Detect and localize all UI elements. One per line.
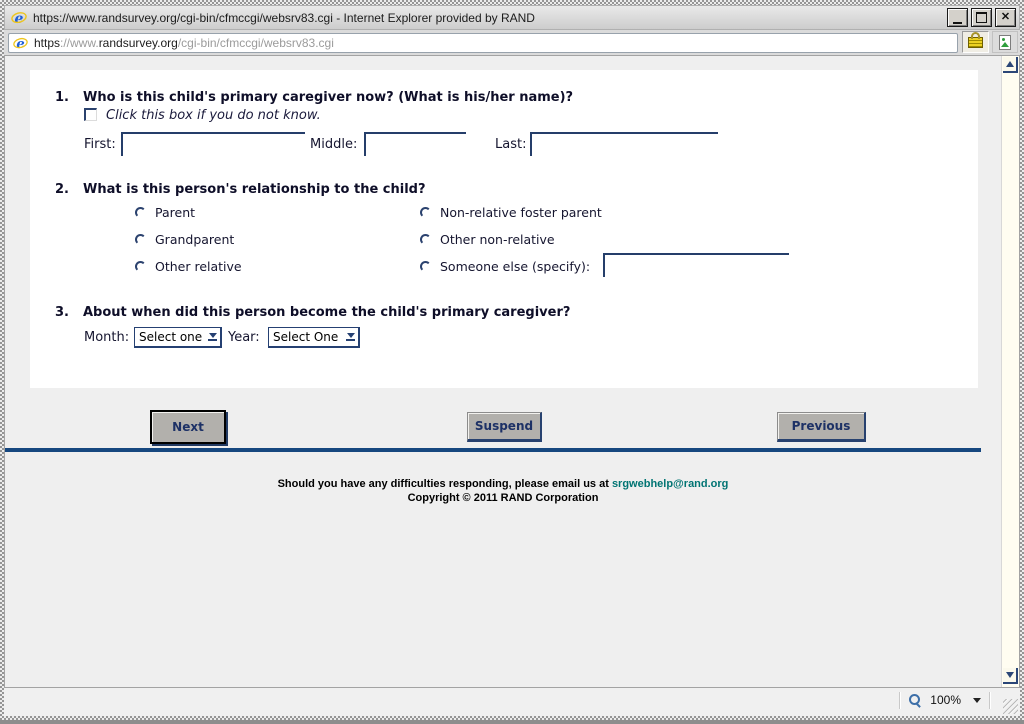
footer-copyright: Copyright © 2011 RAND Corporation [407,492,599,504]
address-input[interactable] [8,33,958,53]
scroll-up-button[interactable] [1003,57,1018,73]
suspend-button-label: Suspend [474,419,534,433]
page-content [4,55,1020,688]
help-email-link[interactable]: srgwebhelp@rand.org [611,478,729,490]
middle-name-label: Middle: [310,137,358,152]
radio-label: Non-relative foster parent [440,205,602,220]
year-select-value: Select One [273,330,339,344]
radio-option-parent[interactable] [135,205,195,220]
question-3-text: About when did this person become the child's primary caregiver? [83,305,571,320]
minimize-icon [953,22,962,24]
page-icon [999,35,1011,50]
lock-icon [968,37,983,48]
radio-icon [135,207,146,218]
radio-option-grandparent[interactable] [135,232,234,247]
footer-help-line [5,478,1001,490]
question-2-number: 2. [55,182,69,197]
year-label: Year: [228,330,260,345]
radio-icon [135,261,146,272]
window-bottom-edge [0,720,1024,724]
last-name-input[interactable] [530,132,718,156]
radio-option-nonrelative-foster-parent[interactable] [420,205,602,220]
security-lock-button[interactable] [962,31,989,53]
question-3-number: 3. [55,305,69,320]
radio-label: Other relative [155,259,242,274]
window-controls [947,8,1016,27]
radio-option-other-nonrelative[interactable] [420,232,555,247]
svg-text:e: e [14,10,24,26]
radio-icon [420,207,431,218]
close-icon: ✕ [1000,11,1011,23]
radio-icon [420,261,431,272]
radio-label: Someone else (specify): [440,259,591,274]
page-status-button[interactable] [992,31,1018,53]
url-separator: ://www. [60,36,99,50]
maximize-button[interactable] [971,8,992,27]
ie-logo-icon [11,10,27,26]
suspend-button[interactable] [467,412,542,442]
first-name-input[interactable] [121,132,305,156]
question-1-number: 1. [55,90,69,105]
zoom-control[interactable] [899,688,990,712]
radio-label: Grandparent [155,232,235,247]
month-select-value: Select one [139,330,203,344]
question-3 [55,305,570,320]
url-path: /cgi-bin/cfmccgi/websrv83.cgi [177,36,334,50]
url-domain: randsurvey.org [98,36,178,50]
question-1 [55,90,573,105]
question-2-text: What is this person's relationship to the child? [83,182,426,197]
magnifier-icon [908,693,922,707]
window-title: https://www.randsurvey.org/cgi-bin/cfmccgi/websrv83.cgi - Internet Explorer provided by RAND [33,10,535,25]
radio-label: Parent [155,205,196,220]
month-label: Month: [84,330,130,345]
next-button[interactable] [150,410,226,444]
unknown-checkbox-row [84,108,321,123]
chevron-down-icon [208,333,217,341]
close-button[interactable] [995,8,1016,27]
first-name-label: First: [84,137,116,152]
month-select[interactable] [134,327,222,348]
address-bar [4,30,1020,55]
status-bar [4,688,1020,716]
vertical-scrollbar[interactable] [1001,56,1019,687]
arrow-up-icon [1006,61,1014,67]
ie-logo-icon [13,36,28,51]
arrow-down-icon [1006,672,1014,678]
resize-grip[interactable] [1003,699,1018,714]
chevron-down-icon [346,333,355,341]
title-bar[interactable] [4,5,1020,30]
footer-divider [5,448,981,452]
separator [989,692,990,709]
radio-option-someone-else[interactable] [420,259,590,274]
question-2 [55,182,426,197]
minimize-button[interactable] [947,8,968,27]
next-button-label: Next [172,420,204,434]
footer-help-text: Should you have any difficulties responding, please email us at [277,478,612,490]
separator [899,692,900,709]
scroll-down-button[interactable] [1003,668,1018,684]
unknown-checkbox[interactable] [84,108,97,121]
last-name-label: Last: [495,137,527,152]
zoom-level: 100% [930,693,961,707]
unknown-checkbox-label: Click this box if you do not know. [106,108,321,123]
middle-name-input[interactable] [364,132,466,156]
maximize-icon [976,12,987,23]
previous-button[interactable] [777,412,866,442]
url-scheme: https [34,36,61,50]
question-1-text: Who is this child's primary caregiver now? (What is his/her name)? [83,90,574,105]
radio-icon [420,234,431,245]
radio-option-other-relative[interactable] [135,259,242,274]
radio-label: Other non-relative [440,232,555,247]
chevron-down-icon [973,698,981,703]
radio-icon [135,234,146,245]
svg-text:e: e [16,36,25,51]
year-select[interactable] [268,327,360,348]
someone-else-specify-input[interactable] [603,253,789,277]
previous-button-label: Previous [791,419,851,433]
